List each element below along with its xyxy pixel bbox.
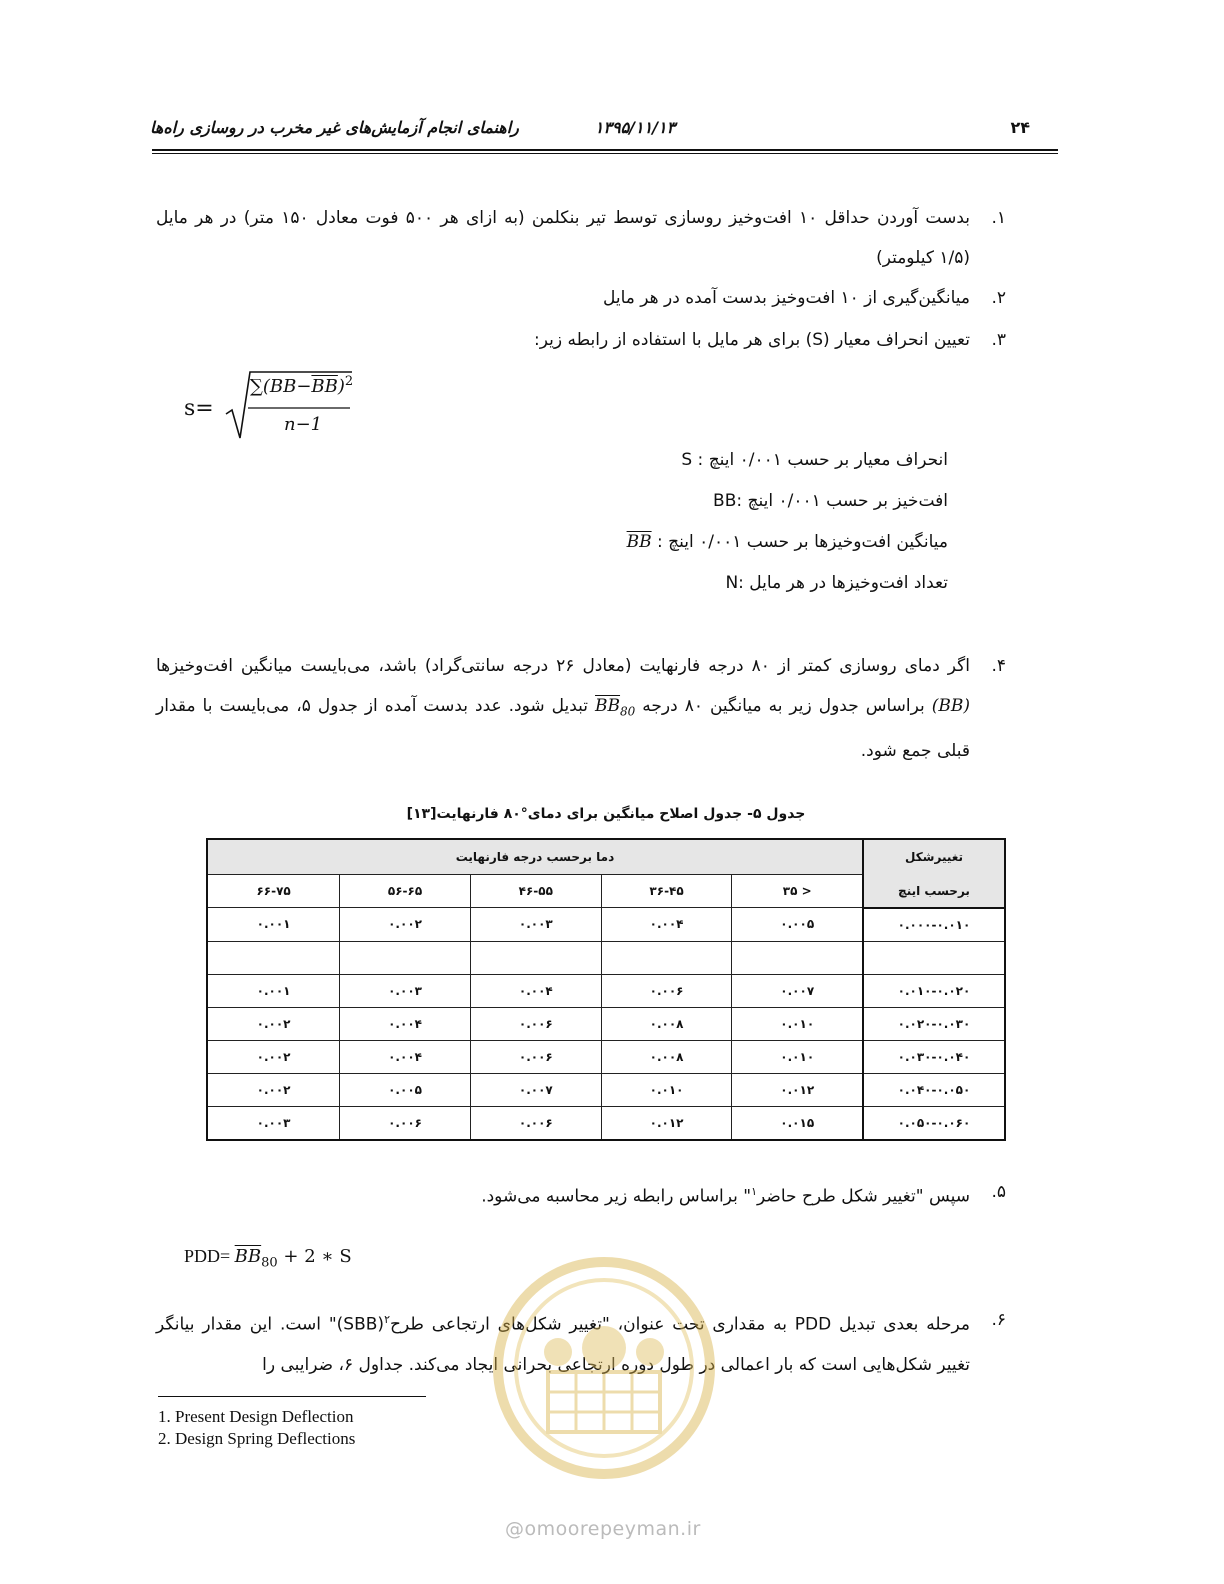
step-3 xyxy=(156,320,1006,360)
table-cell: ۰.۰۰۷ xyxy=(732,974,863,1007)
step-6: ۶. مرحله بعدی تبدیل PDD به مقداری تحت عنوان، "تغییر شکل‌های ارتجاعی طرح$^۲$(SBB)" است. این مقدار بیانگر تغییر شکل‌هایی است که بار اعمالی در طول دوره ارتجاعی بحرانی ایجاد می‌کند. جداول ۶، ضرایبی را xyxy=(156,1300,970,1385)
temp-range-header: ۵۶-۶۵ xyxy=(340,875,471,908)
table-cell: ۰.۰۰۶ xyxy=(470,1106,601,1140)
table-cell: ۰.۰۰۸ xyxy=(601,1007,732,1040)
bb-symbol: (BB) xyxy=(931,696,971,716)
footnote-2: 2. Design Spring Deflections xyxy=(158,1429,356,1448)
footnote-rule xyxy=(158,1396,426,1397)
table-cell: ۰.۰۰۴ xyxy=(601,908,732,942)
page-number: ۲۴ xyxy=(1010,118,1030,137)
table-cell: ۰.۰۰۴ xyxy=(340,1007,471,1040)
deflection-range-cell: ۰.۰۴۰-۰.۰۵۰ xyxy=(863,1073,1005,1106)
deflection-range-cell: ۰.۰۰۰-۰.۰۱۰ xyxy=(863,908,1005,942)
footnote-1: 1. Present Design Deflection xyxy=(158,1407,354,1426)
definition-s: S : انحراف معیار بر حسب ۰/۰۰۱ اینچ xyxy=(681,450,948,470)
table-cell: ۰.۰۰۶ xyxy=(340,1106,471,1140)
step-1 xyxy=(156,198,1006,278)
table-cell: ۰.۰۱۰ xyxy=(732,1007,863,1040)
table-cell: ۰.۰۱۰ xyxy=(732,1040,863,1073)
table-cell: ۰.۰۰۳ xyxy=(470,908,601,942)
table-row xyxy=(207,1073,1005,1106)
temp-range-header: ۶۶-۷۵ xyxy=(207,875,340,908)
header-deflection: تغییرشکل xyxy=(863,839,1005,875)
formula-denominator: n−1 xyxy=(284,414,323,435)
table-cell: ۰.۰۰۲ xyxy=(207,1040,340,1073)
definition-symbol: BB xyxy=(713,491,737,511)
table-cell: ۰.۰۰۶ xyxy=(470,1007,601,1040)
header-rule-top xyxy=(152,149,1058,151)
pdd-formula: $PDD= \overline{BB}_{80} + 2$ ∗ S xyxy=(184,1246,352,1271)
table-row xyxy=(207,908,1005,942)
watermark-seal-icon xyxy=(488,1252,720,1484)
table-cell: ۰.۰۰۳ xyxy=(207,1106,340,1140)
step-number: ۴. xyxy=(991,656,1006,676)
header-title: راهنمای انجام آزمایش‌های غیر مخرب در روسازی راه‌ها xyxy=(150,118,519,137)
temp-range-header: < ۳۵ xyxy=(732,875,863,908)
step-number: ۱. xyxy=(991,208,1006,228)
table-cell: ۰.۰۰۴ xyxy=(470,974,601,1007)
temp-range-header: ۳۶-۴۵ xyxy=(601,875,732,908)
footnote-ref: ۲ xyxy=(384,1313,390,1326)
watermark-url: @omoorepeyman.ir xyxy=(505,1518,701,1540)
temp-range-header: ۴۶-۵۵ xyxy=(470,875,601,908)
table-row-spacer xyxy=(207,941,1005,974)
step-2 xyxy=(156,278,1006,318)
table-cell: ۰.۰۰۵ xyxy=(732,908,863,942)
step-text: بدست آوردن حداقل ۱۰ افت‌وخیز روسازی توسط تیر بنکلمن (به ازای هر ۵۰۰ فوت معادل ۱۵۰ متر) در هر مایل (۱/۵ کیلومتر) xyxy=(156,208,970,268)
deflection-range-cell: ۰.۰۳۰-۰.۰۴۰ xyxy=(863,1040,1005,1073)
header-temperature-group: دما برحسب درجه فارنهایت xyxy=(207,839,863,875)
std-dev-formula xyxy=(180,364,380,444)
table-cell: ۰.۰۰۲ xyxy=(207,1007,340,1040)
table-cell: ۰.۰۰۲ xyxy=(207,1073,340,1106)
step-number: ۶. xyxy=(991,1310,1006,1330)
header-date: ۱۳۹۵/۱۱/۱۳ xyxy=(594,118,676,137)
step-text: تعیین انحراف معیار (S) برای هر مایل با استفاده از رابطه زیر: xyxy=(534,330,970,350)
table-caption: جدول ۵- جدول اصلاح میانگین برای دمای°۸۰ فارنهایت[۱۳] xyxy=(406,806,806,822)
table-row xyxy=(207,974,1005,1007)
formula-numerator: $\sum(BB-\overline{BB})^2$ xyxy=(250,374,354,397)
definition-symbol: S xyxy=(681,450,693,470)
correction-table xyxy=(206,838,1006,1141)
table-cell: ۰.۰۱۲ xyxy=(732,1073,863,1106)
table-cell: ۰.۰۰۱ xyxy=(207,974,340,1007)
step-number: ۵. xyxy=(991,1182,1006,1202)
table-cell: ۰.۰۰۸ xyxy=(601,1040,732,1073)
deflection-range-cell: ۰.۰۱۰-۰.۰۲۰ xyxy=(863,974,1005,1007)
formula-lhs: s= xyxy=(184,396,214,421)
table-row xyxy=(207,1007,1005,1040)
definition-symbol: N xyxy=(725,573,739,593)
table-cell: ۰.۰۰۴ xyxy=(340,1040,471,1073)
bb80-symbol: $BB_{80}$ xyxy=(595,696,636,719)
table-row xyxy=(207,1040,1005,1073)
step-number: ۲. xyxy=(991,288,1006,308)
step-number: ۳. xyxy=(991,330,1006,350)
step-text: میانگین‌گیری از ۱۰ افت‌وخیز بدست آمده در هر مایل xyxy=(603,288,970,308)
header-deflection-unit: برحسب اینچ xyxy=(863,875,1005,908)
definition-bb: BB: افت‌خیز بر حسب ۰/۰۰۱ اینچ xyxy=(713,491,948,511)
definition-symbol: BB xyxy=(626,532,652,552)
table-cell: ۰.۰۱۵ xyxy=(732,1106,863,1140)
table-cell: ۰.۰۰۶ xyxy=(470,1040,601,1073)
header-rule-bottom xyxy=(152,153,1058,154)
table-cell: ۰.۰۰۱ xyxy=(207,908,340,942)
table-cell: ۰.۰۰۲ xyxy=(340,908,471,942)
table-cell: ۰.۰۰۳ xyxy=(340,974,471,1007)
table-cell: ۰.۰۱۲ xyxy=(601,1106,732,1140)
footnote-ref: ۱ xyxy=(751,1185,758,1198)
deflection-range-cell: ۰.۰۵۰-۰.۰۶۰ xyxy=(863,1106,1005,1140)
deflection-range-cell: ۰.۰۲۰-۰.۰۳۰ xyxy=(863,1007,1005,1040)
step-5: ۵. سپس "تغییر شکل طرح حاضر$^۱$" براساس رابطه زیر محاسبه می‌شود. xyxy=(156,1172,970,1217)
step-4: ۴. اگر دمای روسازی کمتر از ۸۰ درجه فارنهایت (معادل ۲۶ درجه سانتی‌گراد) باشد، می‌بایست میانگین افت‌وخیزها (BB) براساس جدول زیر به میانگین ۸۰ درجه $BB_{80}$ تبدیل شود. عدد بدست آمده از جدول ۵، می‌بایست با مقدار قبلی جمع شود. xyxy=(156,646,970,771)
definition-n: N: تعداد افت‌وخیزها در هر مایل xyxy=(725,573,948,593)
table-cell: ۰.۰۱۰ xyxy=(601,1073,732,1106)
table-cell: ۰.۰۰۵ xyxy=(340,1073,471,1106)
table-row xyxy=(207,1106,1005,1140)
table-cell: ۰.۰۰۷ xyxy=(470,1073,601,1106)
table-cell: ۰.۰۰۶ xyxy=(601,974,732,1007)
definition-bb-mean: BB : میانگین افت‌وخیزها بر حسب ۰/۰۰۱ اینچ xyxy=(626,532,948,552)
